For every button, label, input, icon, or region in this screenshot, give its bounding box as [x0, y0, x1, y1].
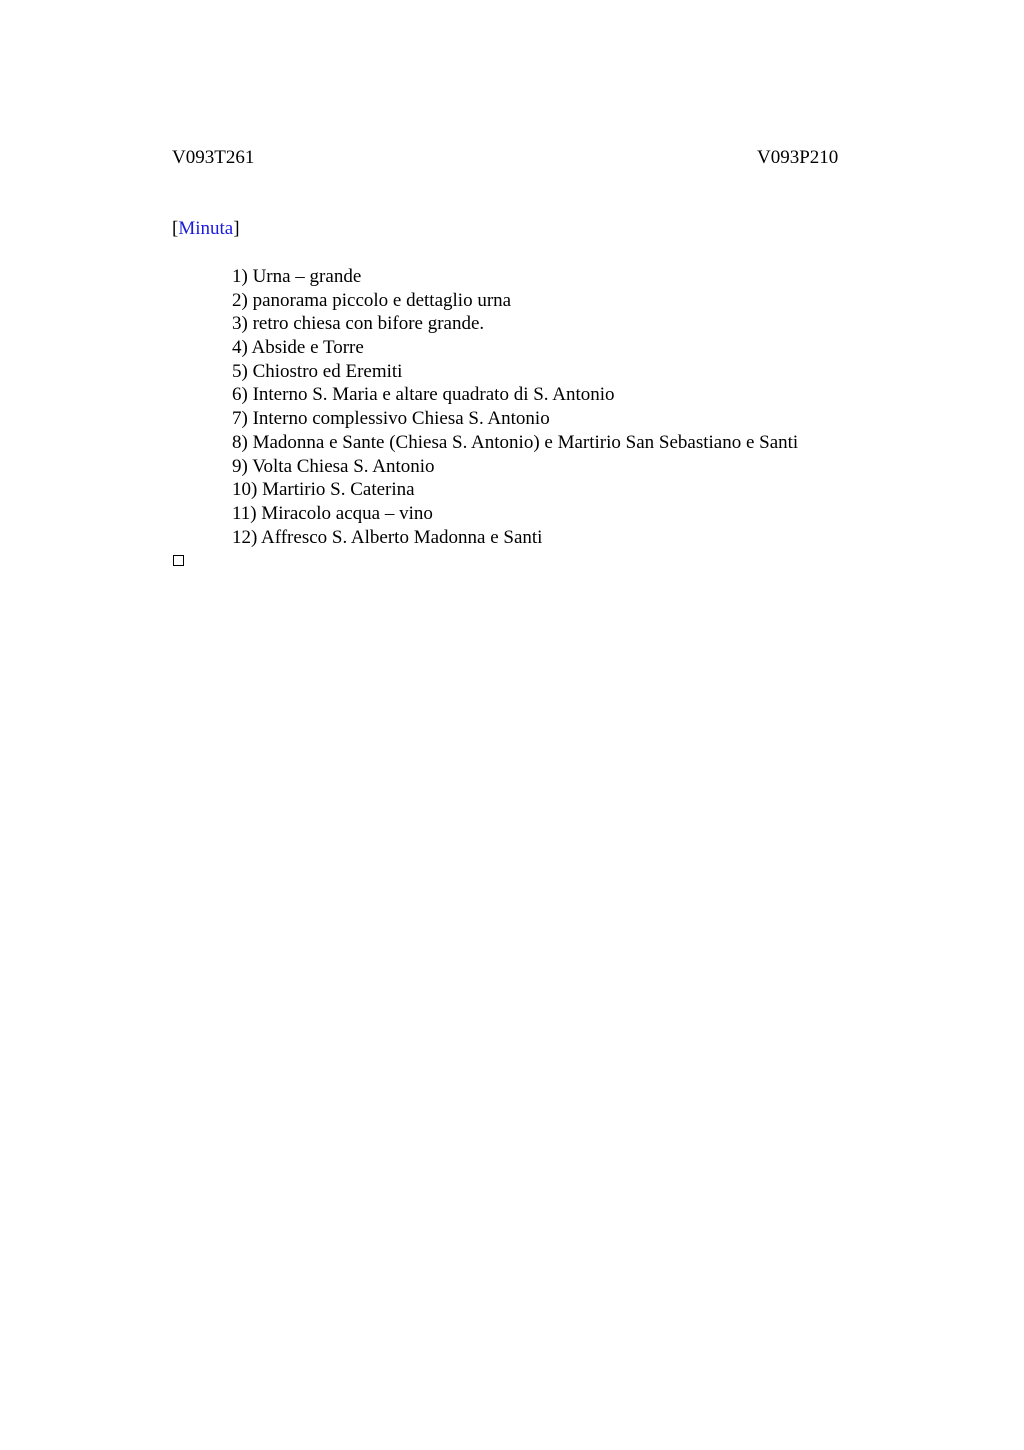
- open-bracket: [: [172, 218, 179, 239]
- list-item: 2) panorama piccolo e dettaglio urna: [232, 289, 512, 311]
- minuta-link[interactable]: Minuta: [178, 218, 234, 239]
- list-item: 9) Volta Chiesa S. Antonio: [232, 455, 435, 477]
- list-item: 3) retro chiesa con bifore grande.: [232, 313, 485, 335]
- list-item: 7) Interno complessivo Chiesa S. Antonio: [232, 408, 550, 430]
- list-item: 11) Miracolo acqua – vino: [232, 502, 433, 524]
- list-item: 12) Affresco S. Alberto Madonna e Santi: [232, 526, 543, 548]
- list-item: 5) Chiostro ed Eremiti: [232, 360, 403, 382]
- list-item: 10) Martirio S. Caterina: [232, 479, 415, 501]
- empty-square-icon: [173, 555, 184, 566]
- list-item: 6) Interno S. Maria e altare quadrato di S. Antonio: [232, 384, 615, 406]
- photo-list: [232, 265, 798, 549]
- list-item: 4) Abside e Torre: [232, 337, 364, 359]
- section-label: [172, 217, 240, 241]
- close-bracket: ]: [233, 218, 240, 239]
- header-left-code: V093T261: [172, 147, 255, 168]
- header-right-code: V093P210: [757, 147, 839, 168]
- list-item: 1) Urna – grande: [232, 266, 362, 287]
- list-item: 8) Madonna e Sante (Chiesa S. Antonio) e Martirio San Sebastiano e Santi: [232, 431, 799, 453]
